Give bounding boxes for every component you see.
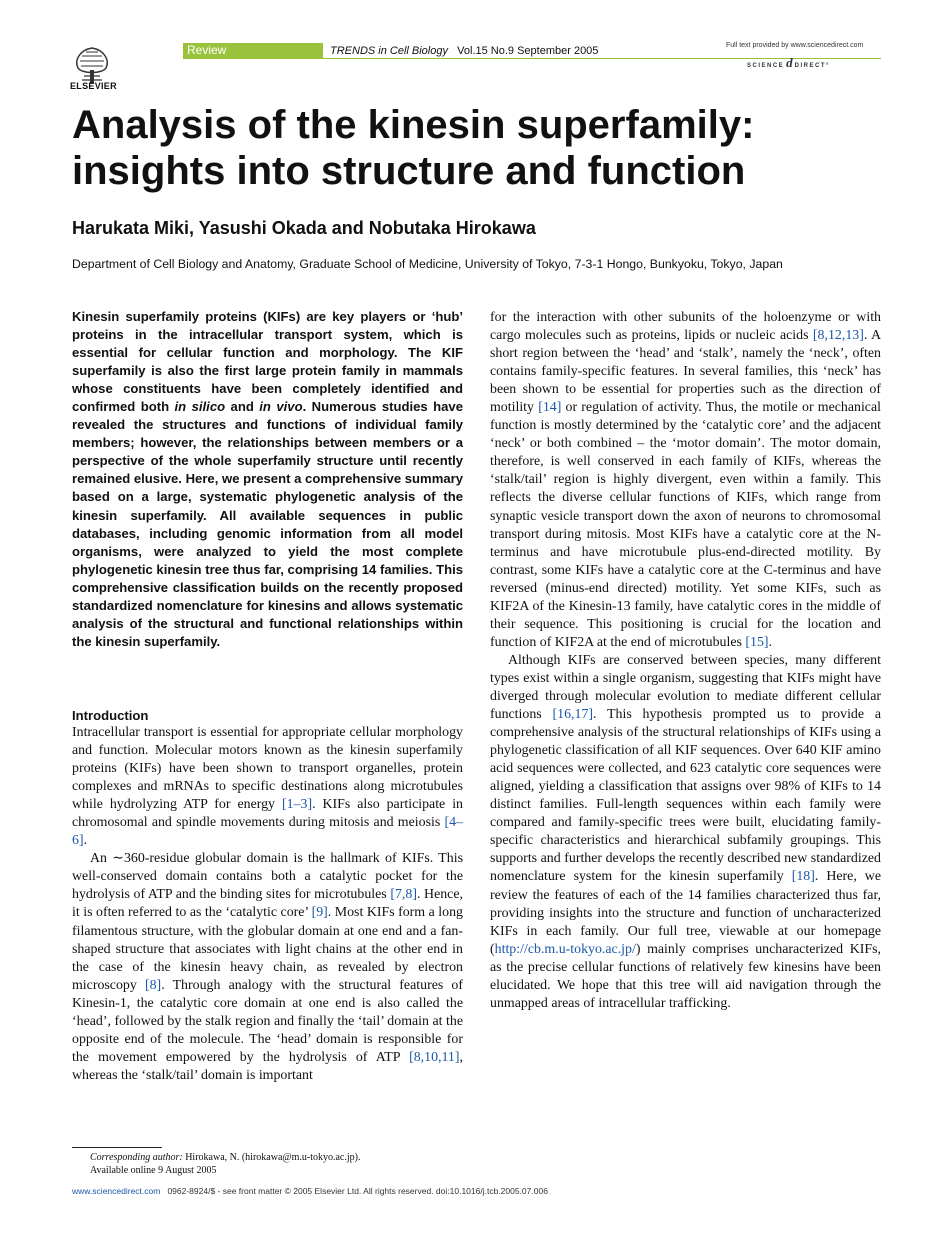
reference-link[interactable]: [9] xyxy=(311,905,328,921)
reference-link[interactable]: [1–3] xyxy=(281,797,313,813)
body-text: . This hypothesis prompted us to provide a comprehensive analysis of the structural relationships of KIFs using a phylogenetic classification of all KIF sequences. Over 640 KIF amino acid sequences were collected, and 623 catalytic core sequences were aligned, yielding a classification that assigns over 98% of KIFs to 14 distinct families. Full-length sequences within each family were compared and family-specific trees were built, elucidating family-specific characteristics and hierarchical subfamily groupings. This supports and further develops the recently described new standardized nomenclature system for the kinesin superfamily xyxy=(490,707,882,885)
footnote-label: Corresponding author: xyxy=(90,1152,183,1163)
body-text: or regulation of activity. Thus, the motile or mechanical function is mostly determined by the ‘catalytic core’ and the adjacent ‘neck’ or both combined – the ‘motor domain’. The motor domain, therefore, is well conserved in each family of KIFs, whereas the ‘stalk/tail’ region is highly divergent, even within a family. This reflects the diverse cellular functions of KIFs, which range from synaptic vesicle transport down the axon of neurons to chromosomal transport during mitosis. Most KIFs have a catalytic core at the N-terminus and have microtubule plus-end-directed motility. By contrast, some KIFs have a catalytic core at the C-terminus and have reversed (minus-end directed) motility. Yet some KIFs, such as KIF2A of the Kinesin-13 family, have catalytic cores in the middle of their sequence. This positioning is crucial for the location and function of KIF2A at the end of microtubules xyxy=(490,400,882,650)
available-online: Available online 9 August 2005 xyxy=(90,1165,217,1176)
abstract-text: and xyxy=(225,399,260,415)
footnote xyxy=(90,1151,360,1177)
reference-link[interactable]: [18] xyxy=(791,869,815,885)
journal-citation xyxy=(330,45,598,57)
homepage-link[interactable]: http://cb.m.u-tokyo.ac.jp/ xyxy=(494,941,636,957)
body-text: ) mainly comprises uncharacterized KIFs, as the precise cellular functions of relatively few kinesins have been elucidated. We hope that this tree will aid navigation through the unmapped areas of intracellular trafficking. xyxy=(490,941,881,1011)
journal-name: TRENDS in Cell Biology xyxy=(330,45,448,57)
body-text: , whereas the ‘stalk/tail’ domain is important xyxy=(72,1049,463,1083)
article-type-tab: Review xyxy=(183,43,323,58)
body-text: . Hence, it is often referred to as the ‘catalytic core’ xyxy=(72,887,463,921)
fulltext-provider-note: Full text provided by www.sciencedirect.com xyxy=(726,42,864,49)
footnote-rule xyxy=(72,1147,162,1148)
article-title: Analysis of the kinesin superfamily: insights into structure and function xyxy=(72,103,755,193)
introduction-left-column xyxy=(72,724,463,1085)
sciencedirect-logo xyxy=(747,55,830,71)
body-text: Although KIFs are conserved between species, many different types exist within a single organism, suggesting that KIFs might have diverged through molecular evolution to mediate different cellular functions xyxy=(490,652,881,723)
reference-link[interactable]: [8] xyxy=(144,977,162,993)
reference-link[interactable]: [4–6] xyxy=(72,815,463,849)
sciencedirect-logo-left: SCIENCE xyxy=(747,63,785,69)
elsevier-logo-text: ELSEVIER xyxy=(70,81,117,91)
abstract xyxy=(72,308,463,651)
reference-link[interactable]: [7,8] xyxy=(390,887,417,903)
author-affiliation: Department of Cell Biology and Anatomy, Graduate School of Medicine, University of Tokyo, 7-3-1 Hongo, Bunkyoku, Tokyo, Japan xyxy=(72,257,783,271)
abstract-text: . Numerous studies have revealed the structures and functions of individual family members; however, the relationships between members or a perspective of the whole superfamily structure until recently remained elusive. Here, we present a comprehensive summary based on a large, systematic phylogenetic analysis of the kinesin superfamily. All available sequences in public databases, including genomic information from all model organisms, were analyzed to yield the most complete phylogenetic kinesin tree thus far, comprising 14 families. This comprehensive classification builds on the recently proposed standardized nomenclature for kinesins and allows systematic analysis of the structural and functional relationships within the kinesin superfamily. xyxy=(72,399,463,649)
paragraph xyxy=(490,309,881,652)
body-text: An ∼360-residue globular domain is the hallmark of KIFs. This well-conserved domain contains both a catalytic pocket for the hydrolysis of ATP and the binding sites for microtubules xyxy=(72,851,463,903)
paragraph xyxy=(72,724,463,850)
right-column xyxy=(490,309,881,1013)
paragraph xyxy=(490,652,881,1013)
footnote-text: Hirokawa, N. (hirokawa@m.u-tokyo.ac.jp). xyxy=(182,1152,361,1163)
body-text: . xyxy=(83,833,88,849)
body-text: Intracellular transport is essential for appropriate cellular morphology and function. Molecular motors known as the kinesin superfamily proteins (KIFs) have been shown to transport organelles, protein complexes and mRNAs to specific destinations along microtubules while hydrolyzing ATP for energy xyxy=(72,725,463,813)
reference-link[interactable]: [8,10,11] xyxy=(409,1049,460,1065)
body-text: . xyxy=(768,634,773,650)
sciencedirect-at-icon: d xyxy=(786,55,793,70)
article-authors: Harukata Miki, Yasushi Okada and Nobutaka Hirokawa xyxy=(72,218,536,238)
body-text: for the interaction with other subunits of the holoenzyme or with cargo molecules such as proteins, lipids or nucleic acids xyxy=(490,310,881,344)
journal-issue: Vol.15 No.9 September 2005 xyxy=(457,45,599,57)
section-heading-introduction: Introduction xyxy=(72,708,149,723)
abstract-text: Kinesin superfamily proteins (KIFs) are key players or ‘hub’ proteins in the intracellular transport system, which is essential for cellular function and morphology. The KIF superfamily is also the first large protein family in mammals whose constituents have been completely identified and confirmed both xyxy=(72,309,463,415)
reference-link[interactable]: [14] xyxy=(538,400,562,416)
body-text: . Here, we review the features of each of the 14 families characterized thus far, providing insights into the structure and function of uncharacterized KIFs in each family. Our full tree, viewable at our homepage ( xyxy=(490,869,881,957)
abstract-emphasis: in vivo xyxy=(259,399,303,415)
reference-link[interactable]: [8,12,13] xyxy=(812,328,864,344)
sciencedirect-logo-right: DIRECT° xyxy=(794,63,830,69)
abstract-emphasis: in silico xyxy=(174,399,226,415)
page-footer xyxy=(72,1186,548,1196)
body-text: . Most KIFs form a long filamentous structure, with the globular domain at one end and a fan-shaped structure that associates with light chains at the other end in the case of the kinesin heavy chain, as revealed by electron microscopy xyxy=(72,905,463,993)
body-text: . A short region between the ‘head’ and ‘stalk’, namely the ‘neck’, often contains family-specific features. In several families, this ‘neck’ has been shown to be essential for properties such as the direction of motility xyxy=(490,328,882,416)
footer-copyright: 0962-8924/$ - see front matter © 2005 Elsevier Ltd. All rights reserved. doi:10.1016/j.tcb.2005.07.006 xyxy=(167,1186,548,1196)
reference-link[interactable]: [16,17] xyxy=(552,707,594,723)
reference-link[interactable]: [15] xyxy=(745,634,769,650)
paragraph xyxy=(72,850,463,1085)
footer-site-link[interactable]: www.sciencedirect.com xyxy=(72,1186,161,1196)
corresponding-author xyxy=(90,1151,360,1164)
body-text: . Through analogy with the structural features of Kinesin-1, the catalytic core domain at one end is also called the ‘head’, followed by the stalk region and finally the ‘tail’ domain at the opposite end of the molecule. The ‘head’ domain is responsible for the movement empowered by the hydrolysis of ATP xyxy=(72,977,464,1065)
body-text: . KIFs also participate in chromosomal and spindle movements during mitosis and meiosis xyxy=(72,797,463,831)
